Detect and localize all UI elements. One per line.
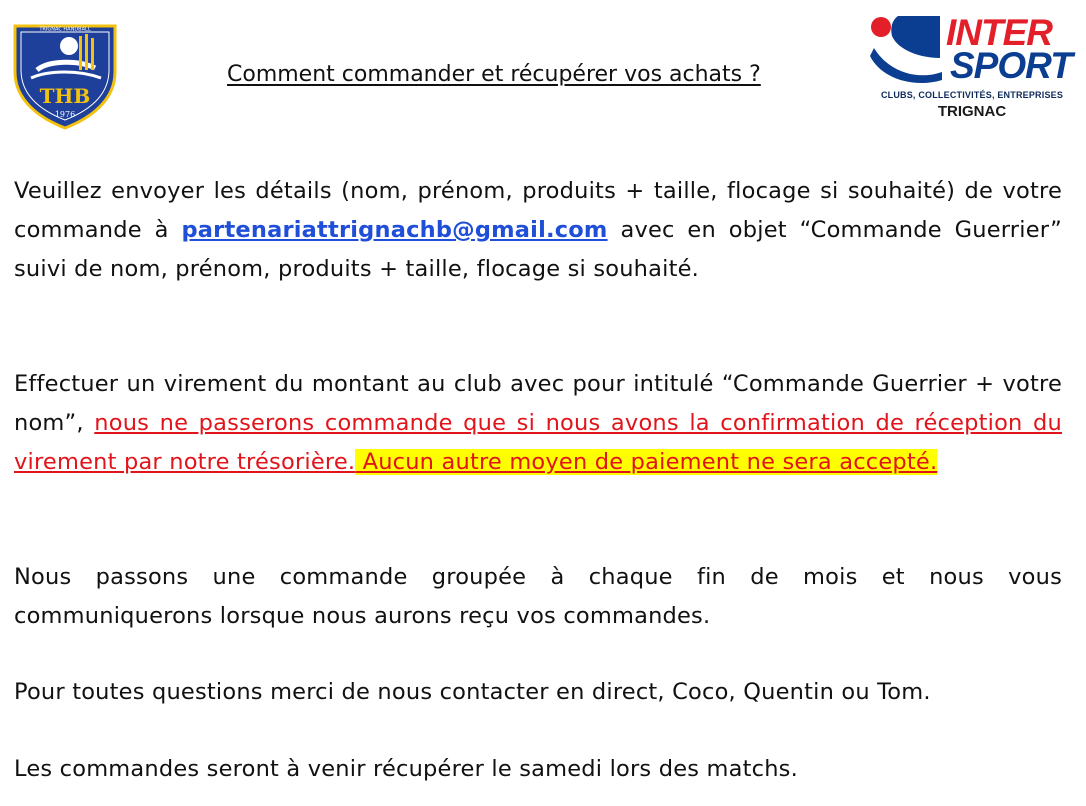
payment-warning: nous ne passerons commande que si nous avons la confirmation de réception du virement par notre trésorière. — [14, 410, 1062, 475]
thb-top-text: TRIGNAC HANDBALL — [39, 26, 91, 33]
page-title: Comment commander et récupérer vos achats ? — [227, 62, 761, 87]
thb-year: 1976 — [54, 110, 76, 119]
intersport-brand-line2: SPORT — [950, 45, 1072, 86]
order-instructions-text: Veuillez envoyer les détails (nom, prénom, produits + taille, flocage si souhaité) de votre commande à — [14, 178, 1062, 243]
intersport-swoosh-icon — [868, 14, 944, 84]
intersport-brand-line1: INTER — [946, 12, 1052, 53]
intersport-logo — [868, 14, 1074, 124]
thb-club-shield-logo — [9, 20, 121, 130]
payment-text: Effectuer un virement du montant au club avec pour intitulé “Commande Guerrier + votre nom”, — [14, 371, 1062, 436]
thb-initials: THB — [39, 84, 91, 108]
order-instructions-paragraph — [14, 172, 1062, 289]
email-link[interactable]: partenariattrignachb@gmail.com — [181, 217, 608, 243]
grouped-order-paragraph: Nous passons une commande groupée à chaque fin de mois et nous vous communiquerons lorsque nous aurons reçu vos commandes. — [14, 564, 1062, 629]
intersport-city: TRIGNAC — [937, 103, 1007, 120]
contact-paragraph: Pour toutes questions merci de nous contacter en direct, Coco, Quentin ou Tom. — [14, 679, 931, 705]
pickup-paragraph: Les commandes seront à venir récupérer le samedi lors des matchs. — [14, 756, 798, 782]
payment-paragraph — [14, 365, 1062, 482]
payment-highlight-warning: Aucun autre moyen de paiement ne sera accepté. — [355, 449, 938, 475]
order-instructions-subject: avec en objet “Commande Guerrier” suivi de nom, prénom, produits + taille, flocage si souhaité. — [14, 217, 1063, 282]
intersport-tagline: CLUBS, COLLECTIVITÉS, ENTREPRISES — [880, 90, 1064, 100]
